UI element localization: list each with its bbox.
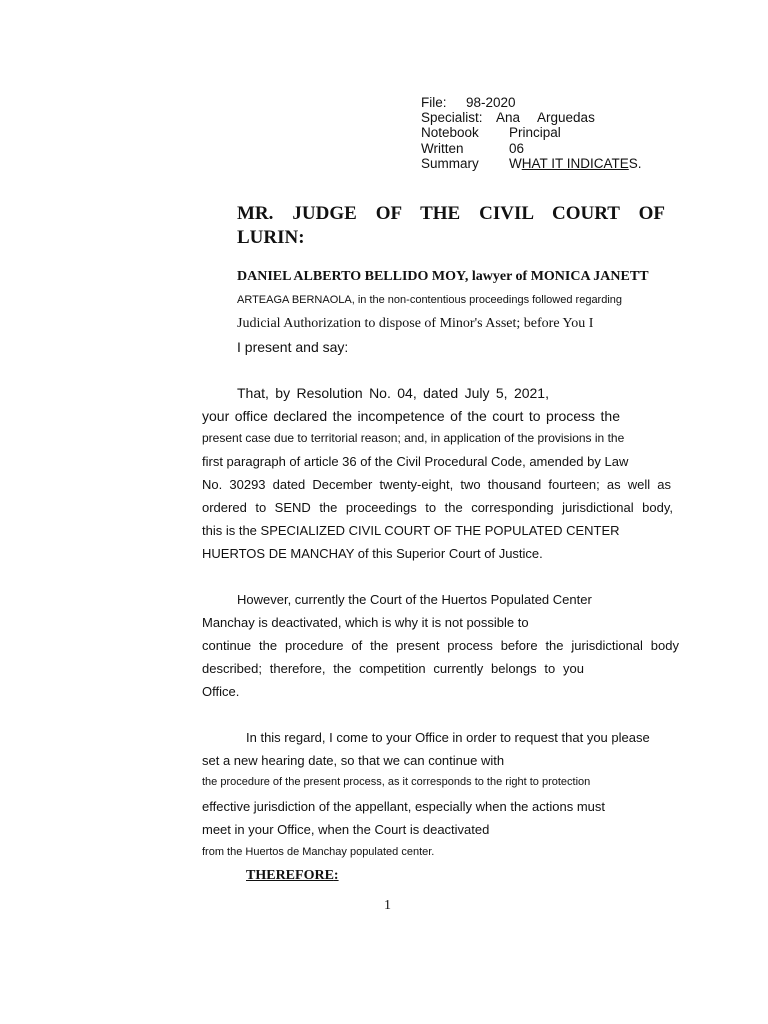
para1-line-2: your office declared the incompetence of the court to process the <box>202 408 620 424</box>
para1-line-4: first paragraph of article 36 of the Civil Procedural Code, amended by Law <box>202 454 629 469</box>
case-header <box>421 95 642 171</box>
summary-value <box>509 156 642 171</box>
notebook-label: Notebook <box>421 125 479 141</box>
summary-suffix: S. <box>628 155 642 171</box>
para3-line-1: In this regard, I come to your Office in order to request that you please <box>246 730 650 745</box>
written-row <box>421 141 642 156</box>
para2-line-5: Office. <box>202 684 240 699</box>
specialist-row <box>421 110 642 125</box>
summary-row <box>421 156 642 171</box>
summary-underlined: HAT IT INDICATE <box>521 155 629 171</box>
para2-line-4: described; therefore, the competition currently belongs to you <box>202 661 584 676</box>
para2-line-3: continue the procedure of the present process before the jurisdictional body <box>202 638 679 653</box>
para3-line-3: the procedure of the present process, as it corresponds to the right to protection <box>202 776 591 788</box>
therefore-heading: THEREFORE: <box>246 868 339 883</box>
para2-line-1: However, currently the Court of the Huertos Populated Center <box>237 592 592 607</box>
summary-label: Summary <box>421 155 479 171</box>
para1-line-5: No. 30293 dated December twenty-eight, two thousand fourteen; as well as <box>202 477 671 492</box>
intro-line-2: ARTEAGA BERNAOLA, in the non-contentious proceedings followed regarding <box>237 294 623 306</box>
specialist-value: Ana Arguedas <box>496 110 595 126</box>
para1-line-3: present case due to territorial reason; and, in application of the provisions in the <box>202 431 625 445</box>
para1-line-8: HUERTOS DE MANCHAY of this Superior Court of Justice. <box>202 546 543 561</box>
specialist-label: Specialist: <box>421 110 483 126</box>
intro-line-3: Judicial Authorization to dispose of Minor's Asset; before You I <box>237 316 594 331</box>
para2-line-2: Manchay is deactivated, which is why it is not possible to <box>202 615 529 630</box>
written-label: Written <box>421 140 464 156</box>
document-title: MR. JUDGE OF THE CIVIL COURT OF LURIN: <box>237 203 665 248</box>
para1-line-6: ordered to SEND the proceedings to the corresponding jurisdictional body, <box>202 500 673 515</box>
file-value: 98-2020 <box>466 95 516 110</box>
para1-line-7: this is the SPECIALIZED CIVIL COURT OF THE POPULATED CENTER <box>202 523 620 538</box>
written-value: 06 <box>509 140 525 156</box>
intro-line-1: DANIEL ALBERTO BELLIDO MOY, lawyer of MONICA JANETT <box>237 269 649 284</box>
notebook-row <box>421 125 642 140</box>
para3-line-2: set a new hearing date, so that we can continue with <box>202 753 505 768</box>
page-number: 1 <box>384 898 391 913</box>
para3-line-6: from the Huertos de Manchay populated center. <box>202 846 435 858</box>
para3-line-5: meet in your Office, when the Court is deactivated <box>202 822 490 837</box>
file-label: File: <box>421 95 447 110</box>
para1-line-1: That, by Resolution No. 04, dated July 5, 2021, <box>237 385 549 401</box>
summary-prefix: W <box>509 155 522 171</box>
file-row <box>421 95 642 110</box>
notebook-value: Principal <box>509 125 561 141</box>
intro-line-4: I present and say: <box>237 339 349 355</box>
para3-line-4: effective jurisdiction of the appellant, especially when the actions must <box>202 799 605 814</box>
